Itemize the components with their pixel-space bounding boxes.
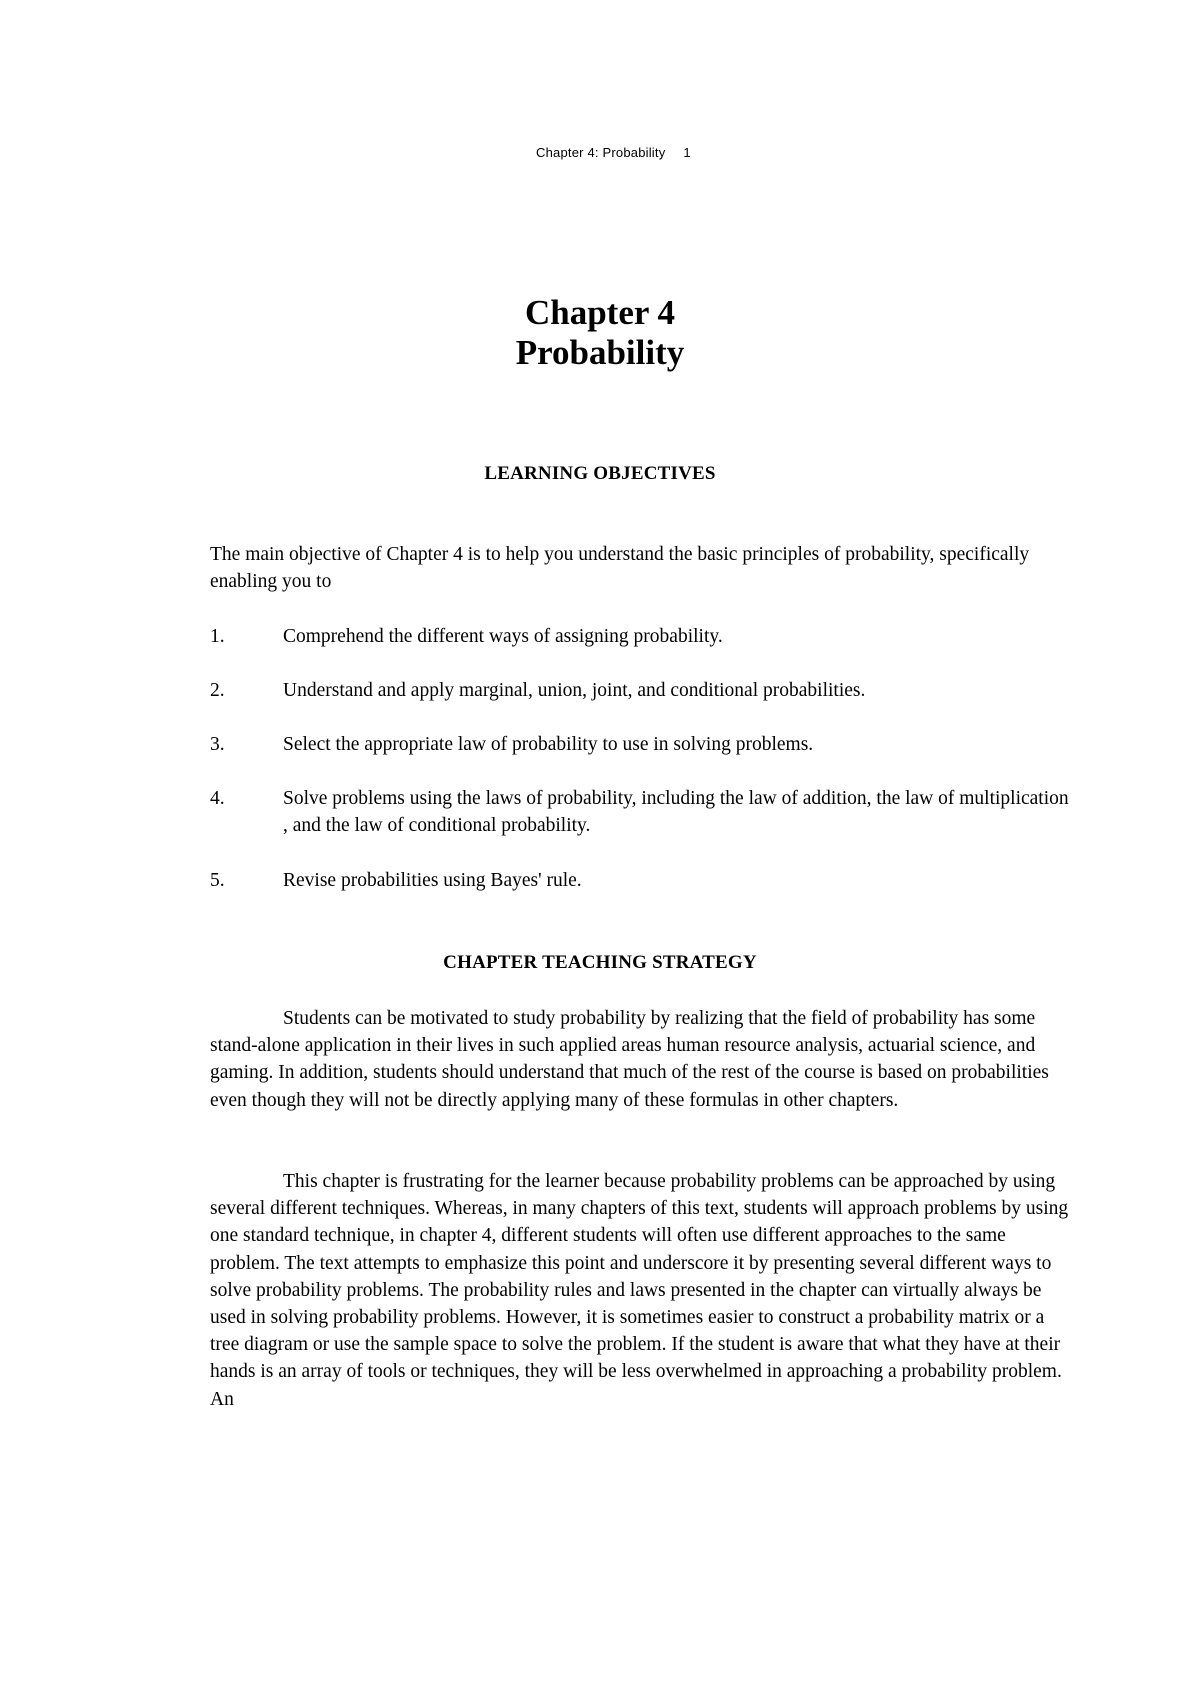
page-number: 1	[683, 145, 691, 160]
strategy-paragraph: Students can be motivated to study probability by realizing that the field of probability has some stand-alone application in their lives in such applied areas human resource analysis, actuarial science, and gaming. In addition, students should understand that much of the rest of the course is based on probabilities even though they will not be directly applying many of these formulas in other chapters.	[210, 1008, 1049, 1111]
strategy-paragraph: This chapter is frustrating for the learner because probability problems can be approached by using several different techniques. Whereas, in many chapters of this text, students will approach problems by using one standard technique, in chapter 4, different students will often use different approaches to the same problem. The text attempts to emphasize this point and underscore it by presenting several different ways to solve probability problems. The probability rules and laws presented in the chapter can virtually always be used in solving probability problems. However, it is sometimes easier to construct a probability matrix or a tree diagram or use the sample space to solve the problem. If the student is aware that what they have at their hands is an array of tools or techniques, they will be less overwhelmed in approaching a probability problem. An	[210, 1171, 1069, 1410]
objective-number: 4.	[210, 788, 225, 809]
objective-text: Comprehend the different ways of assigning probability.	[283, 626, 723, 647]
chapter-title	[0, 293, 1200, 373]
objective-text: Solve problems using the laws of probability, including the law of addition, the law of multiplication , and the law of conditional probability.	[283, 788, 1069, 837]
objectives-intro: The main objective of Chapter 4 is to help you understand the basic principles of probability, specifically enabling you to	[210, 544, 1030, 593]
objective-item	[210, 677, 1070, 704]
objective-text: Select the appropriate law of probability to use in solving problems.	[283, 734, 814, 755]
teaching-strategy-heading: CHAPTER TEACHING STRATEGY	[443, 952, 757, 973]
running-title: Chapter 4: Probability	[536, 145, 666, 160]
objective-number: 1.	[210, 626, 225, 647]
objective-item	[210, 623, 1070, 650]
objective-item	[210, 731, 1070, 758]
learning-objectives-heading: LEARNING OBJECTIVES	[484, 463, 716, 484]
objective-text: Understand and apply marginal, union, joint, and conditional probabilities.	[283, 680, 866, 701]
objective-number: 5.	[210, 870, 225, 891]
objective-number: 2.	[210, 680, 225, 701]
chapter-name: Probability	[515, 333, 685, 372]
objective-item	[210, 867, 1070, 894]
objective-item	[210, 785, 1070, 839]
running-header	[536, 145, 691, 160]
chapter-number: Chapter 4	[524, 293, 676, 332]
objective-number: 3.	[210, 734, 225, 755]
objective-text: Revise probabilities using Bayes' rule.	[283, 870, 582, 891]
